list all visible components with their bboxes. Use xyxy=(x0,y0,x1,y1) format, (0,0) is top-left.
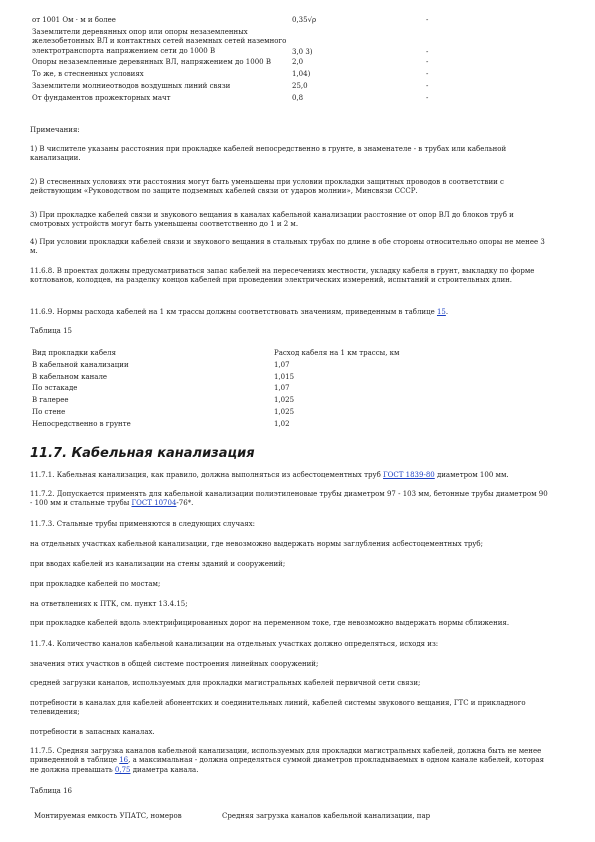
table-cell: То же, в стесненных условиях xyxy=(32,70,144,78)
table-cell: от 1001 Ом · м и более xyxy=(32,16,116,24)
table-cell: - xyxy=(426,58,429,66)
table-cell: - xyxy=(426,82,429,90)
paragraph-11-7-4: 11.7.4. Количество каналов кабельной канализации на отдельных участках должно определяться, исходя из: xyxy=(30,640,439,648)
list-item: средней загрузки каналов, используемых для прокладки магистральных кабелей первичной сети связи; xyxy=(30,679,421,687)
table-cell: 1,02 xyxy=(274,419,290,428)
list-item: потребности в каналах для кабелей абонентских и соединительных линий, кабелей системы звукового вещания, ГТС и прикладного телевидения; xyxy=(30,699,526,717)
paragraph-text: 11.7.5. Средняя загрузка каналов кабельной канализации, используемых для прокладки магистральных кабелей, должна быть не менее приведенной в таблице xyxy=(30,747,542,765)
table-row xyxy=(30,396,430,408)
table-header-cell: Вид прокладки кабеля xyxy=(32,349,117,357)
notes-title: Примечания: xyxy=(30,126,80,134)
ratio-link[interactable]: 0,75 xyxy=(114,765,131,774)
table-cell: От фундаментов прожекторных мачт xyxy=(32,94,171,102)
table-15-link[interactable]: 15 xyxy=(436,308,446,316)
table-row xyxy=(30,432,430,444)
table-cell: 2,0 xyxy=(292,58,304,66)
list-item: при вводах кабелей из канализации на стены зданий и сооружений; xyxy=(30,560,286,568)
table-cell: 0,35√ρ xyxy=(292,16,317,24)
paragraph-11-6-9 xyxy=(30,308,550,317)
table-cell: Заземлители молниеотводов воздушных линий связи xyxy=(32,82,231,90)
paragraph-11-6-8: 11.6.8. В проектах должны предусматриваться запас кабелей на пересечениях местности, укладку кабеля в грунт, выкладку по форме котлованов, колодцев, на разделку концов кабелей при проведении электрических измерений, испытаний и строительных длин. xyxy=(30,267,535,285)
table-row xyxy=(30,373,430,385)
table-header-cell: Расход кабеля на 1 км трассы, км xyxy=(274,349,400,357)
table-row xyxy=(30,361,430,373)
table-cell: 1,015 xyxy=(274,372,295,381)
table-cell: - xyxy=(426,16,429,24)
table-cell: Непосредственно в грунте xyxy=(32,419,131,428)
table-cell: В кабельном канале xyxy=(32,372,108,381)
note-paragraph: 4) При условии прокладки кабелей связи и звукового вещания в стальных трубах по длине в обе стороны относительно опоры не менее 3 м. xyxy=(30,238,545,256)
table-row xyxy=(28,82,478,94)
table-cell: 25,0 xyxy=(292,82,308,90)
table-15-caption: Таблица 15 xyxy=(30,327,72,335)
paragraph-text: , а максимальная - должна определяться суммой диаметров прокладываемых в одном канале кабелей, которая не должна превышать xyxy=(30,756,545,774)
table-row xyxy=(28,94,478,106)
note-paragraph: 3) При прокладке кабелей связи и звукового вещания в каналах кабельной канализации расстояние от опор ВЛ до блоков труб и смотровых устройств могут быть уменьшены соответственно до 1 и 2 м. xyxy=(30,211,514,229)
table-row xyxy=(28,16,478,28)
table-cell: 1,07 xyxy=(274,384,290,393)
table-row xyxy=(30,408,430,420)
table-header-cell: Монтируемая емкость УПАТС, номеров xyxy=(34,812,182,820)
table-cell: В кабельной канализации xyxy=(32,360,129,369)
paragraph-text: 11.7.2. Допускается применять для кабельной канализации полиэтиленовые трубы диаметром 97 - 103 мм, бетонные трубы диаметром 90 - 100 мм и стальные трубы xyxy=(30,490,548,508)
table-cell: 1,025 xyxy=(274,407,295,416)
note-paragraph: 2) В стесненных условиях эти расстояния могут быть уменьшены при условии прокладки защитных проводов в соответствии с действующим «Руководством по защите подземных кабелей связи от ударов молнии», Минсвязи СССР. xyxy=(30,178,504,196)
table-row xyxy=(28,70,478,82)
list-item: при прокладке кабелей вдоль электрифицированных дорог на переменном токе, где невозможно выдержать нормы сближения. xyxy=(30,619,510,627)
gost-1839-link[interactable]: ГОСТ 1839-80 xyxy=(383,471,435,479)
table-cell: - xyxy=(426,48,429,56)
table-cell: 3,0 3) xyxy=(292,48,313,56)
paragraph-text: . xyxy=(445,308,449,316)
table-header-row xyxy=(30,349,430,361)
paragraph-11-7-2 xyxy=(30,490,550,509)
table-cell: В галерее xyxy=(32,396,69,405)
paragraph-text: -76*. xyxy=(176,499,194,508)
list-item: значения этих участков в общей системе построения линейных сооружений; xyxy=(30,660,319,668)
paragraph-11-7-3: 11.7.3. Стальные трубы применяются в следующих случаях: xyxy=(30,520,256,528)
list-item: на ответвлениях к ПТК, см. пункт 13.4.15; xyxy=(30,600,188,608)
note-paragraph: 1) В числителе указаны расстояния при прокладке кабелей непосредственно в грунте, в знаменателе - в трубах или кабельной канализации. xyxy=(30,145,507,163)
table-cell: 0,8 xyxy=(292,94,304,102)
table-row xyxy=(30,384,430,396)
table-16-link[interactable]: 16 xyxy=(119,756,129,765)
table-cell: Заземлители деревянных опор или опоры незаземленных железобетонных ВЛ и контактных сетей наземных сетей наземного электротранспорта напряжением сети до 1000 В xyxy=(32,28,287,55)
section-heading: 11.7. Кабельная канализация xyxy=(30,446,255,461)
paragraph-text: диаметром 100 мм. xyxy=(434,471,509,479)
table-cell: 1,04) xyxy=(292,70,311,78)
table-cell: 1,025 xyxy=(274,396,295,405)
table-row xyxy=(28,28,478,58)
table-16-caption: Таблица 16 xyxy=(30,787,72,795)
paragraph-text: 11.6.9. Нормы расхода кабелей на 1 км трассы должны соответствовать значениям, приведенным в таблице xyxy=(30,308,437,316)
table-row xyxy=(30,420,430,432)
table-cell: По эстакаде xyxy=(32,384,78,393)
table-cell: 1,07 xyxy=(274,360,290,369)
paragraph-text: 11.7.1. Кабельная канализация, как правило, должна выполняться из асбестоцементных труб xyxy=(30,471,384,479)
table-15 xyxy=(30,349,430,443)
distance-table xyxy=(28,16,478,106)
table-cell: По стене xyxy=(32,407,66,416)
list-item: на отдельных участках кабельной канализации, где невозможно выдержать нормы заглубления асбестоцементных труб; xyxy=(30,540,483,548)
list-item: потребности в запасных каналах. xyxy=(30,728,155,736)
gost-10704-link[interactable]: ГОСТ 10704 xyxy=(131,499,177,508)
paragraph-11-7-5 xyxy=(30,747,550,775)
paragraph-text: диаметра канала. xyxy=(130,765,199,774)
table-header-cell: Средняя загрузка каналов кабельной канализации, пар xyxy=(222,812,431,820)
paragraph-11-7-1 xyxy=(30,471,550,480)
table-cell: Опоры незаземленные деревянных ВЛ, напряжением до 1000 В xyxy=(32,58,271,66)
table-row xyxy=(28,58,478,70)
table-cell: - xyxy=(426,70,429,78)
table-cell: - xyxy=(426,94,429,102)
list-item: при прокладке кабелей по мостам; xyxy=(30,580,161,588)
